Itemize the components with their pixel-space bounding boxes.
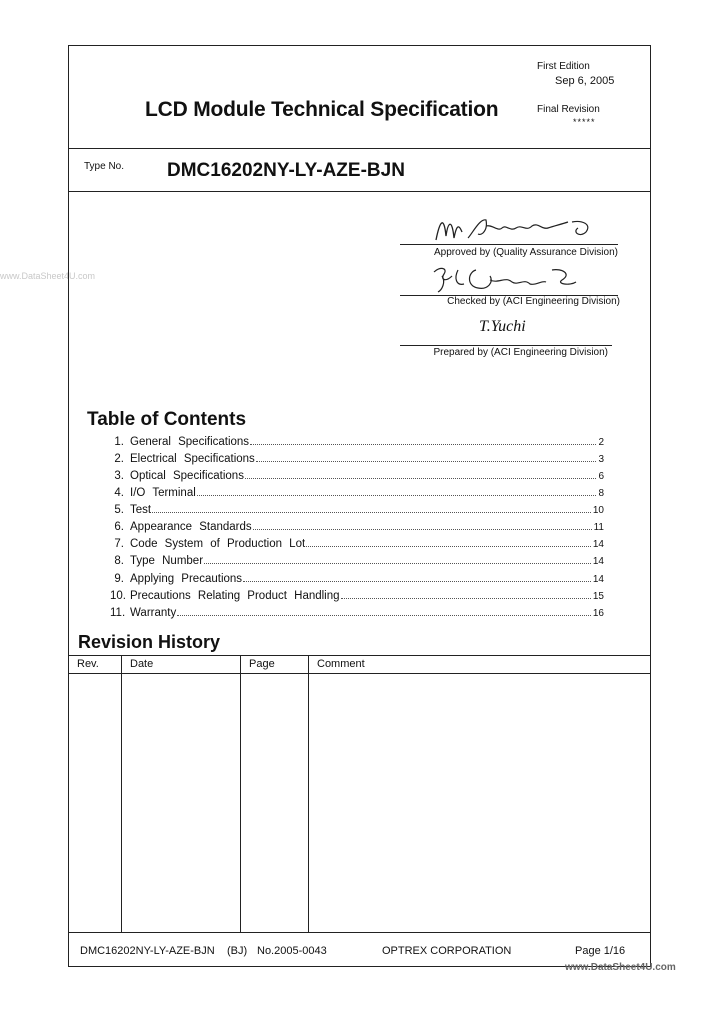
revision-history-title: Revision History <box>78 632 221 652</box>
checked-signature <box>432 262 582 294</box>
toc-item-number: 1. <box>114 436 124 448</box>
header-divider <box>68 148 651 149</box>
toc-item-leader <box>253 529 592 530</box>
toc-item-label: Precautions Relating Product Handling <box>130 590 340 602</box>
toc-item-leader <box>197 495 597 496</box>
toc-item-label: Test <box>130 504 152 516</box>
toc-item[interactable] <box>110 553 604 567</box>
watermark-bottom: www.DataSheet4U.com <box>565 962 676 973</box>
toc-item-leader <box>245 478 596 479</box>
approval-caption: Approved by (Quality Assurance Division) <box>434 247 618 258</box>
toc-item-number: 11. <box>110 607 126 619</box>
toc-item-page: 3 <box>598 454 604 465</box>
toc-item[interactable] <box>110 451 604 465</box>
toc-item[interactable] <box>110 605 604 619</box>
toc-item[interactable] <box>110 485 604 499</box>
watermark-left: www.DataSheet4U.com <box>0 271 96 281</box>
checked-caption: Checked by (ACI Engineering Division) <box>447 296 620 307</box>
toc-item-page: 2 <box>598 437 604 448</box>
toc-item-page: 6 <box>598 471 604 482</box>
approval-signature <box>432 210 602 246</box>
toc-item-number: 10. <box>110 590 126 602</box>
revision-label: Final Revision <box>537 104 600 115</box>
toc-item-page: 15 <box>592 591 604 602</box>
toc-item-number: 8. <box>114 555 124 567</box>
document-title: LCD Module Technical Specification <box>145 98 499 121</box>
toc-item-number: 3. <box>114 470 124 482</box>
toc-item-page: 14 <box>592 556 604 567</box>
toc-item-label: Electrical Specifications <box>130 453 255 465</box>
revision-value: ***** <box>573 117 596 127</box>
toc-item-leader <box>256 461 597 462</box>
footer-page: Page 1/16 <box>575 945 626 957</box>
toc-item[interactable] <box>110 468 604 482</box>
toc-item[interactable] <box>110 502 604 516</box>
toc-item-number: 9. <box>114 573 124 585</box>
type-divider <box>68 191 651 192</box>
toc-item-label: Type Number <box>130 555 204 567</box>
column-rev: Rev. <box>77 658 99 670</box>
revision-col-divider-1 <box>121 655 122 932</box>
toc-item-page: 10 <box>592 505 604 516</box>
toc-item-number: 6. <box>114 521 124 533</box>
toc-item-number: 7. <box>114 538 124 550</box>
footer-number: No.2005-0043 <box>257 945 327 957</box>
toc-item-leader <box>306 546 591 547</box>
toc-item-label: Optical Specifications <box>130 470 244 482</box>
toc-item-label: Code System of Production Lot <box>130 538 306 550</box>
toc-item-label: Appearance Standards <box>130 521 252 533</box>
toc-item-leader <box>177 615 591 616</box>
toc-item-leader <box>152 512 591 513</box>
revision-col-divider-2 <box>240 655 241 932</box>
toc-item-leader <box>341 598 591 599</box>
toc-item-label: Warranty <box>130 607 177 619</box>
toc-item-page: 14 <box>592 539 604 550</box>
toc-item-leader <box>250 444 596 445</box>
toc-item[interactable] <box>110 588 604 602</box>
prepared-caption: Prepared by (ACI Engineering Division) <box>433 347 608 358</box>
toc-item-number: 2. <box>114 453 124 465</box>
toc-item-number: 5. <box>114 504 124 516</box>
toc-item-label: General Specifications <box>130 436 250 448</box>
toc-item-page: 8 <box>598 488 604 499</box>
toc-item-page: 11 <box>593 522 604 533</box>
toc-item[interactable] <box>110 519 604 533</box>
prepared-signature-line <box>400 345 612 346</box>
toc-item-leader <box>243 581 591 582</box>
toc-title: Table of Contents <box>87 409 247 430</box>
column-page: Page <box>249 658 275 670</box>
toc-item-number: 4. <box>114 487 124 499</box>
toc-item-label: Applying Precautions <box>130 573 243 585</box>
toc-item-leader <box>204 563 591 564</box>
prepared-signature: T.Yuchi <box>479 318 526 335</box>
model-number: DMC16202NY-LY-AZE-BJN <box>167 160 405 181</box>
column-comment: Comment <box>317 658 365 670</box>
type-label: Type No. <box>84 161 125 172</box>
toc-item-label: I/O Terminal <box>130 487 196 499</box>
footer-company: OPTREX CORPORATION <box>382 945 512 957</box>
toc-item-page: 16 <box>592 608 604 619</box>
toc-item[interactable] <box>110 571 604 585</box>
edition-date: Sep 6, 2005 <box>555 75 615 87</box>
toc-item[interactable] <box>110 434 604 448</box>
toc-item[interactable] <box>110 536 604 550</box>
approval-signature-line <box>400 244 618 245</box>
revision-table-top <box>68 655 651 656</box>
edition-label: First Edition <box>537 61 590 72</box>
column-date: Date <box>130 658 154 670</box>
toc-item-page: 14 <box>592 574 604 585</box>
footer-doc-id: DMC16202NY-LY-AZE-BJN <box>80 945 215 957</box>
footer-region: (BJ) <box>227 945 248 957</box>
revision-col-divider-3 <box>308 655 309 932</box>
revision-table-header-divider <box>68 673 651 674</box>
footer-divider <box>68 932 651 933</box>
